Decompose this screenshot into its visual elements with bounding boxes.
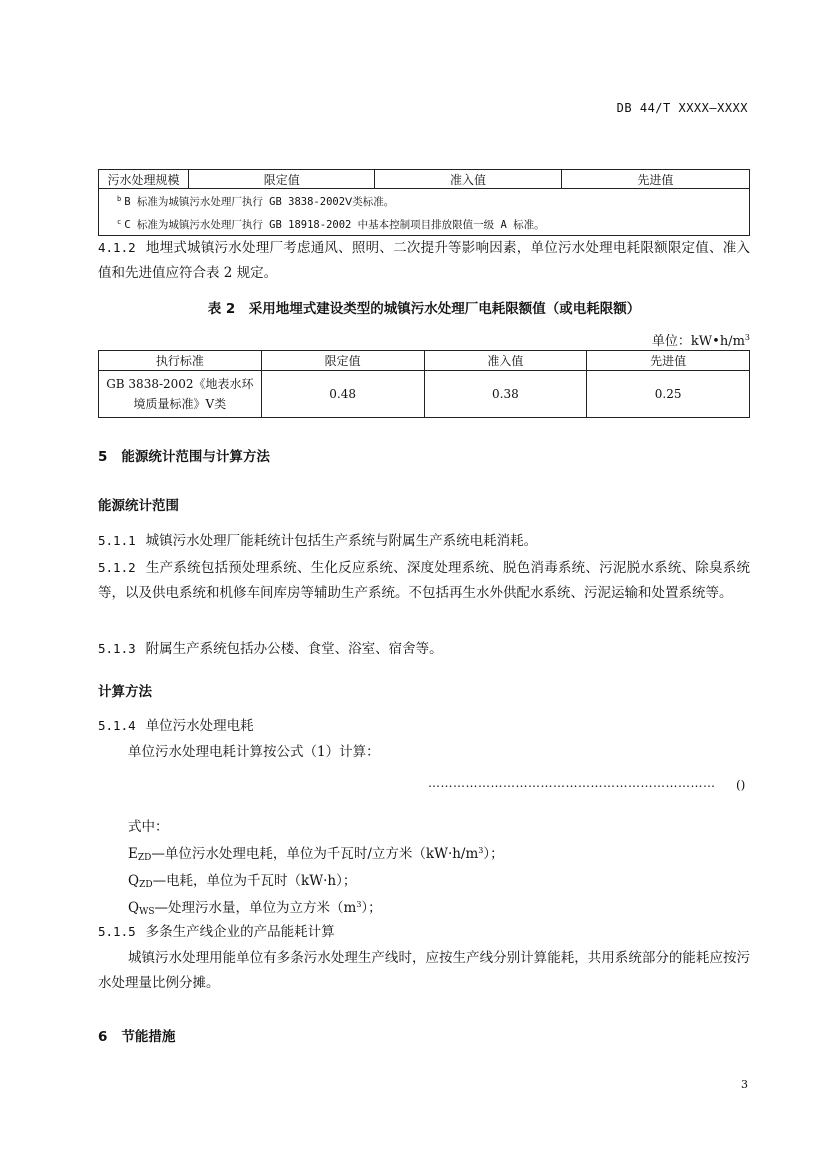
section-6-heading: 6 节能措施 <box>98 1029 176 1045</box>
col-header-entry: 准入值 <box>375 170 561 189</box>
clause-4-1-2: 4.1.2 地埋式城镇污水处理厂考虑通风、照明、二次提升等影响因素，单位污水处理电耗限额限定值、准入值和先进值应符合表 2 规定。 <box>98 240 750 281</box>
table-header-row <box>99 170 750 189</box>
table-note-b: $^b$ B 标准为城镇污水处理厂执行 GB 3838-2002Ⅴ类标准。 <box>99 189 750 213</box>
cell-advanced: 0.25 <box>587 371 750 418</box>
clause-5-1-5: 5.1.5 多条生产线企业的产品能耗计算 <box>98 924 335 940</box>
subsection-scope-heading: 能源统计范围 <box>98 498 179 514</box>
table-energy-limits-continued <box>98 169 750 236</box>
clause-5-1-1: 5.1.1 城镇污水处理厂能耗统计包括生产系统与附属生产系统电耗消耗。 <box>98 533 538 549</box>
col-header-advanced: 先进值 <box>561 170 749 189</box>
col-header-entry: 准入值 <box>424 351 587 371</box>
table-2-title: 表 2 采用地埋式建设类型的城镇污水处理厂电耗限额值（或电耗限额） <box>207 301 641 317</box>
col-header-scale: 污水处理规模 <box>99 170 189 189</box>
formula-leader: …………………………………………………………… <box>428 776 716 790</box>
table-2 <box>98 350 750 418</box>
cell-entry: 0.38 <box>424 371 587 418</box>
table-header-row <box>99 351 750 371</box>
table-note-row <box>99 189 750 213</box>
table-note-c: $^c$ C 标准为城镇污水处理厂执行 GB 18918-2002 中基本控制项目排放限值一级 A 标准。 <box>99 212 750 236</box>
clause-5-1-4: 5.1.4 单位污水处理电耗 <box>98 718 254 734</box>
clause-5-1-3: 5.1.3 附属生产系统包括办公楼、食堂、浴室、宿舍等。 <box>98 641 443 657</box>
col-header-limit: 限定值 <box>261 351 424 371</box>
subsection-calc-heading: 计算方法 <box>98 684 152 700</box>
clause-5-1-5-text: 城镇污水处理用能单位有多条污水处理生产线时，应按生产线分别计算能耗，共用系统部分的能耗应按污水处理量比例分摊。 <box>98 950 750 991</box>
table-row <box>99 371 750 418</box>
formula-intro: 单位污水处理电耗计算按公式（1）计算： <box>128 744 380 760</box>
col-header-limit: 限定值 <box>189 170 375 189</box>
clause-5-1-2: 5.1.2 生产系统包括预处理系统、生化反应系统、深度处理系统、脱色消毒系统、污泥脱水系统、除臭系统等，以及供电系统和机修车间库房等辅助生产系统。不包括再生水外供配水系统、污泥运输和处置系统等。 <box>98 560 750 601</box>
document-id: DB 44/T XXXX—XXXX <box>616 101 748 115</box>
page-number: 3 <box>741 1078 748 1091</box>
variable-ezd: $E_{ZD}—$单位污水处理电耗，单位为千瓦时/立方米$(kW\cdot h/m^3)$； <box>128 846 504 863</box>
variable-qzd: $Q_{ZD}—$电耗，单位为千瓦时（kW·h）； <box>128 873 357 890</box>
col-header-standard: 执行标准 <box>99 351 262 371</box>
table-note-row <box>99 212 750 236</box>
variable-qws: $Q_{WS}—$处理污水量，单位为立方米$(m^3)$； <box>128 900 382 917</box>
where-label: 式中： <box>128 819 169 835</box>
cell-limit: 0.48 <box>261 371 424 418</box>
cell-standard: GB 3838-2002《地表水环境质量标准》Ⅴ类 <box>99 371 262 418</box>
col-header-advanced: 先进值 <box>587 351 750 371</box>
table-2-unit: 单位：$kW•h/m^3$ <box>651 333 750 349</box>
formula-number: () <box>736 778 746 792</box>
section-5-heading: 5 能源统计范围与计算方法 <box>98 449 270 465</box>
